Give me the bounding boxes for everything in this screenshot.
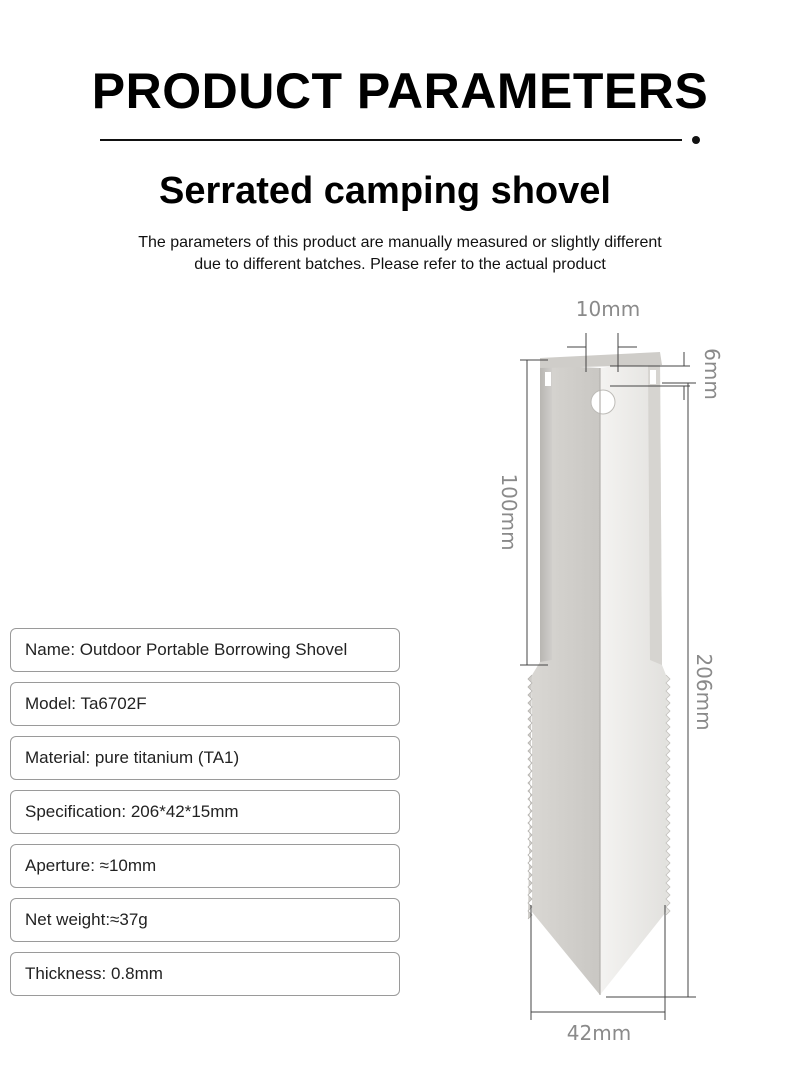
- shovel-diagram: [440, 290, 780, 1070]
- note-line-2: due to different batches. Please refer to the actual product: [194, 256, 606, 273]
- dim-top-width-label: 10mm: [575, 297, 641, 321]
- spec-material: Material: pure titanium (TA1): [10, 736, 400, 780]
- dim-upper-length-label: 100mm: [497, 473, 521, 551]
- product-subtitle: Serrated camping shovel: [159, 170, 611, 212]
- spec-net-weight: Net weight:≈37g: [10, 898, 400, 942]
- spec-aperture: Aperture: ≈10mm: [10, 844, 400, 888]
- dim-total-length-label: 206mm: [692, 653, 716, 731]
- spec-thickness: Thickness: 0.8mm: [10, 952, 400, 996]
- spec-name: Name: Outdoor Portable Borrowing Shovel: [10, 628, 400, 672]
- title-dot: [692, 136, 700, 144]
- shovel-blade: [528, 352, 670, 995]
- measurement-note: [0, 232, 800, 276]
- spec-model: Model: Ta6702F: [10, 682, 400, 726]
- dim-notch-label: 6mm: [700, 348, 724, 400]
- page-title: PRODUCT PARAMETERS: [91, 63, 709, 119]
- spec-specification: Specification: 206*42*15mm: [10, 790, 400, 834]
- title-underline: [100, 139, 682, 141]
- dim-bottom-width-label: 42mm: [566, 1021, 632, 1045]
- note-line-1: The parameters of this product are manually measured or slightly different: [138, 234, 662, 251]
